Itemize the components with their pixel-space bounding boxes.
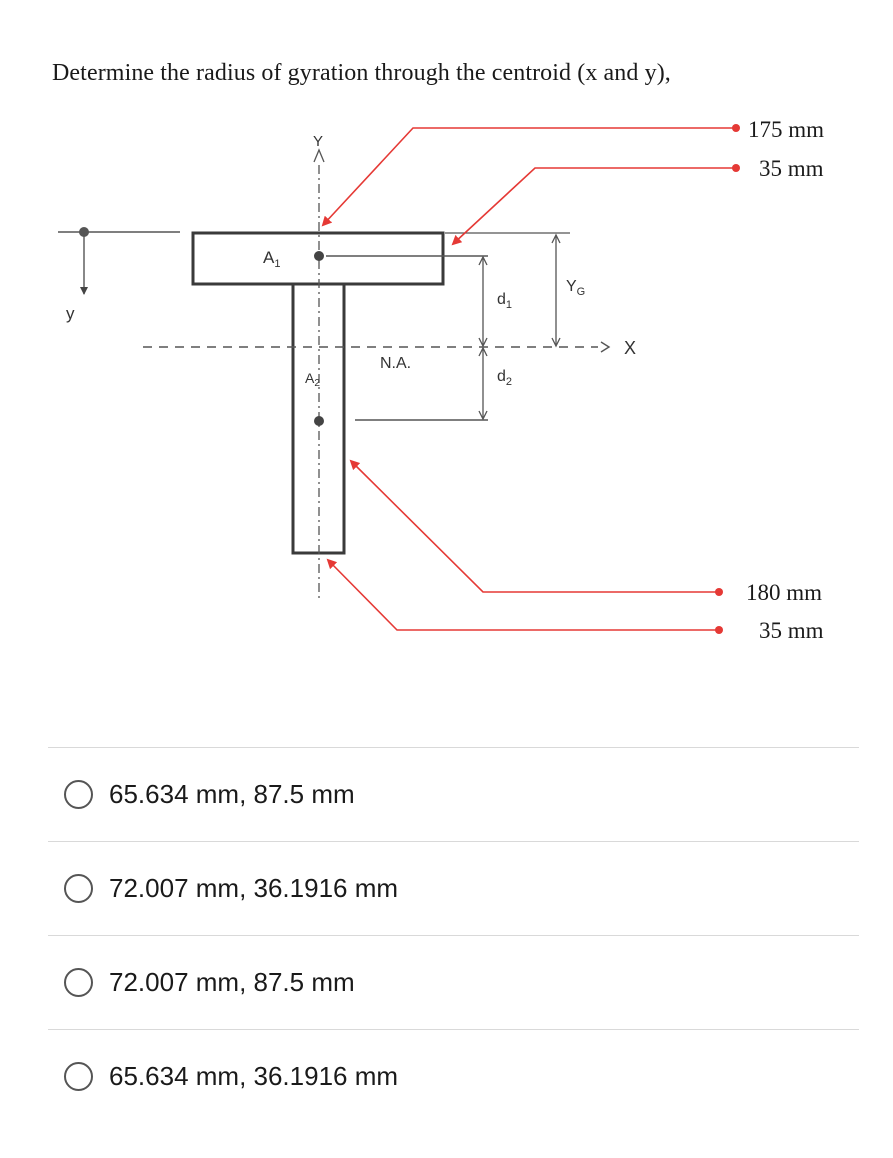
leader-web-thickness — [328, 560, 718, 630]
answer-option-label: 65.634 mm, 36.1916 mm — [109, 1061, 399, 1091]
answer-option-label: 72.007 mm, 87.5 mm — [109, 967, 355, 997]
leader-web-height — [351, 461, 718, 592]
answer-option-2[interactable] — [48, 841, 859, 935]
radio-icon[interactable] — [64, 874, 93, 903]
leader-flange-width — [323, 128, 735, 225]
svg-text:d2: $d_2$ — [497, 368, 513, 388]
axis-y-top-label: Y — [313, 133, 324, 150]
svg-text:d1: $d_1$ — [497, 291, 513, 311]
yg-label: Y — [566, 278, 577, 295]
axis-x-label: X — [624, 338, 637, 358]
web-thickness-label: 35 mm — [759, 618, 824, 643]
radio-icon[interactable] — [64, 968, 93, 997]
web-height-label: 180 mm — [746, 580, 823, 605]
d1-label: d — [497, 291, 506, 308]
answer-option-label: 65.634 mm, 87.5 mm — [109, 779, 355, 809]
answer-option-3[interactable] — [48, 935, 859, 1029]
flange-thickness-label: 35 mm — [759, 156, 824, 181]
answer-option-label: 72.007 mm, 36.1916 mm — [109, 873, 399, 903]
centroid-a2-dot — [314, 416, 324, 426]
radio-icon[interactable] — [64, 780, 93, 809]
flange-width-label: 175 mm — [748, 117, 825, 142]
answer-option-1[interactable] — [48, 747, 859, 841]
answer-option-4[interactable] — [48, 1029, 859, 1123]
centroid-a1-dot — [314, 251, 324, 261]
answer-options — [48, 747, 859, 1123]
area-2-label: A — [305, 370, 315, 386]
question-text: Determine the radius of gyration through the centroid (x and y), — [52, 60, 671, 86]
area-1-label: A — [263, 248, 275, 267]
axis-y-left-label: y — [66, 304, 75, 323]
svg-text:YG: $Y_G$ — [566, 278, 586, 298]
neutral-axis-label: N.A. — [380, 355, 412, 372]
radio-icon[interactable] — [64, 1062, 93, 1091]
svg-text:A1: $A_1$ — [263, 248, 281, 270]
svg-text:A2: $A_2$ — [305, 370, 320, 389]
d2-label: d — [497, 368, 506, 385]
